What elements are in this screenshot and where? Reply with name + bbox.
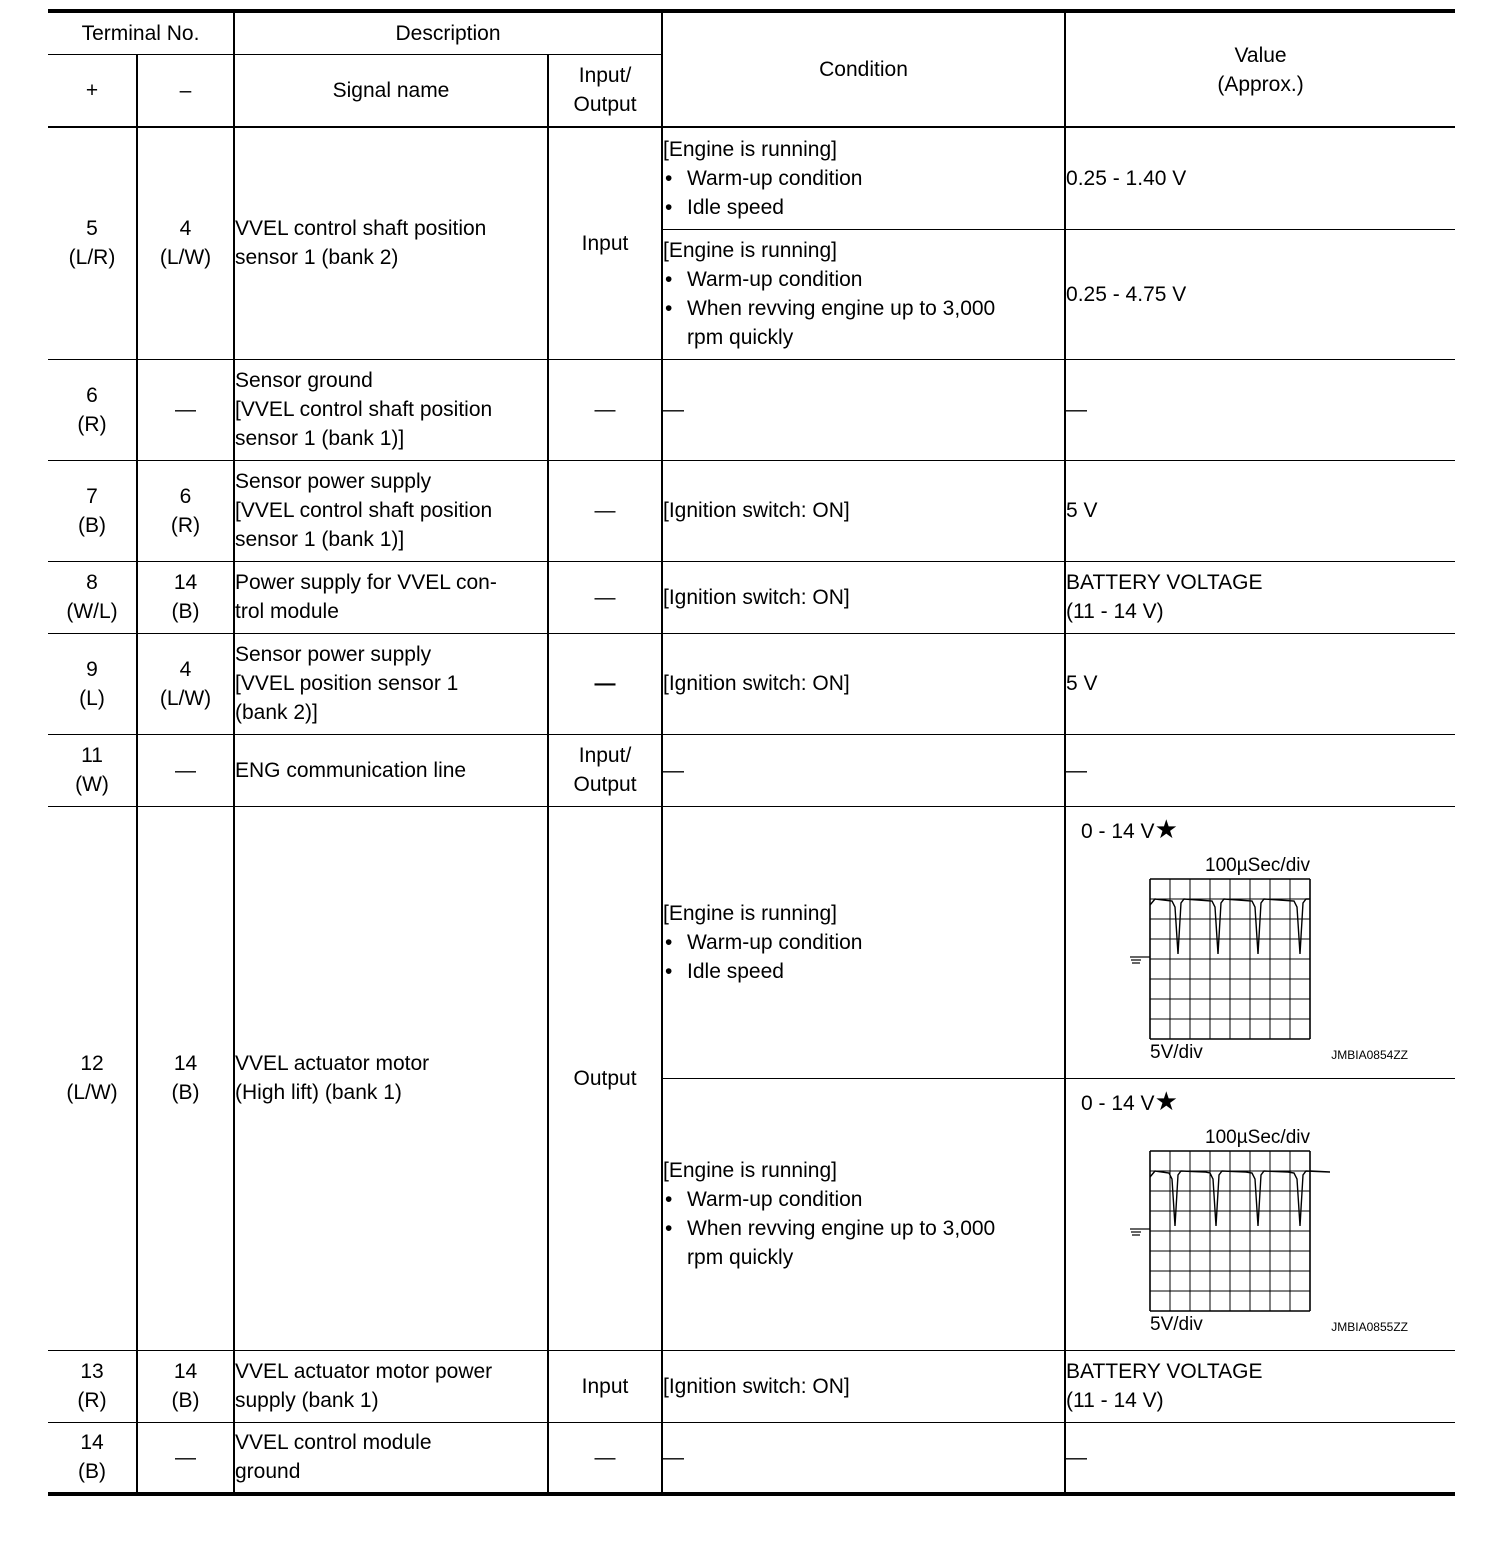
terminal-plus: 6 (R): [48, 359, 137, 460]
header-description: Description: [234, 11, 662, 54]
ground-icon: [1130, 957, 1150, 963]
header-minus: –: [137, 54, 234, 127]
time-div-label: 100µSec/div: [1205, 1126, 1311, 1148]
value: 0.25 - 4.75 V: [1065, 229, 1455, 359]
star-icon: ★: [1154, 813, 1178, 844]
value-waveform: [1065, 1078, 1455, 1350]
input-output: Output: [548, 806, 662, 1350]
signal-name: ENG communication line: [234, 734, 548, 806]
figure-code-label: JMBIA0855ZZ: [1331, 1319, 1409, 1334]
condition: [Ignition switch: ON]: [662, 460, 1065, 561]
value: 0.25 - 1.40 V: [1065, 127, 1455, 229]
oscilloscope-graph: [1066, 1079, 1454, 1349]
terminal-minus: 14 (B): [137, 1350, 234, 1422]
ground-icon: [1130, 1229, 1150, 1235]
waveform-panel: [1066, 807, 1455, 1077]
terminal-plus: 8 (W/L): [48, 561, 137, 633]
input-output: —: [548, 359, 662, 460]
input-output: Input/ Output: [548, 734, 662, 806]
header-plus: +: [48, 54, 137, 127]
terminal-minus: 14 (B): [137, 561, 234, 633]
terminal-plus: 7 (B): [48, 460, 137, 561]
input-output: Input: [548, 127, 662, 359]
value: 5 V: [1065, 460, 1455, 561]
input-output: —: [548, 1422, 662, 1494]
waveform-trace: [1150, 1171, 1330, 1226]
input-output: —: [548, 633, 662, 734]
waveform-panel: [1066, 1079, 1455, 1349]
waveform-value: 0 - 14 V★: [1081, 1085, 1178, 1116]
input-output: —: [548, 460, 662, 561]
header-terminal-no: Terminal No.: [48, 11, 234, 54]
signal-name: VVEL actuator motor (High lift) (bank 1): [234, 806, 548, 1350]
signal-name: Sensor ground [VVEL control shaft position sensor 1 (bank 1)]: [234, 359, 548, 460]
waveform-value: 0 - 14 V★: [1081, 813, 1178, 844]
input-output: —: [548, 561, 662, 633]
oscilloscope-graph: [1066, 807, 1454, 1077]
terminal-plus: 13 (R): [48, 1350, 137, 1422]
terminal-minus: 6 (R): [137, 460, 234, 561]
value: —: [1065, 1422, 1455, 1494]
condition: [Ignition switch: ON]: [662, 561, 1065, 633]
input-output: Input: [548, 1350, 662, 1422]
terminal-table: [48, 9, 1455, 1496]
terminal-plus: 14 (B): [78, 1431, 106, 1484]
terminal-plus: 5 (L/R): [48, 127, 137, 359]
terminal-minus: —: [137, 359, 234, 460]
signal-name: Sensor power supply [VVEL position sensor 1 (bank 2)]: [234, 633, 548, 734]
condition: —: [662, 734, 1065, 806]
condition: [Ignition switch: ON]: [662, 633, 1065, 734]
header-value: Value (Approx.): [1065, 11, 1455, 127]
volt-div-label: 5V/div: [1150, 1041, 1203, 1063]
signal-name: VVEL control shaft position sensor 1 (bank 2): [234, 127, 548, 359]
value: 5 V: [1065, 633, 1455, 734]
condition: [Engine is running] • Warm-up condition • Idle speed: [662, 806, 1065, 1078]
terminal-minus: 4 (L/W): [137, 127, 234, 359]
terminal-plus: 11 (W): [48, 734, 137, 806]
signal-name: VVEL actuator motor power supply (bank 1): [234, 1350, 548, 1422]
condition: [Engine is running] • Warm-up condition • Idle speed: [662, 127, 1065, 229]
value: —: [1065, 734, 1455, 806]
condition: [Ignition switch: ON]: [662, 1350, 1065, 1422]
terminal-plus: 9 (L): [48, 633, 137, 734]
terminal-minus: 4 (L/W): [137, 633, 234, 734]
time-div-label: 100µSec/div: [1205, 854, 1311, 876]
value: BATTERY VOLTAGE (11 - 14 V): [1065, 1350, 1455, 1422]
condition: [Engine is running] • Warm-up condition • When revving engine up to 3,000 rpm quickly: [662, 1078, 1065, 1350]
signal-name: Power supply for VVEL con- trol module: [234, 561, 548, 633]
value: —: [1065, 359, 1455, 460]
header-signal-name: Signal name: [234, 54, 548, 127]
terminal-plus: 12 (L/W): [48, 806, 137, 1350]
terminal-minus: 14 (B): [137, 806, 234, 1350]
figure-code-label: JMBIA0854ZZ: [1331, 1047, 1409, 1062]
condition: —: [662, 359, 1065, 460]
volt-div-label: 5V/div: [1150, 1313, 1203, 1335]
condition: [Engine is running] • Warm-up condition • When revving engine up to 3,000 rpm quickly: [662, 229, 1065, 359]
header-input-output: Input/ Output: [548, 54, 662, 127]
value: BATTERY VOLTAGE (11 - 14 V): [1065, 561, 1455, 633]
terminal-minus: —: [137, 1422, 234, 1494]
value-waveform: [1065, 806, 1455, 1078]
signal-name: VVEL control module ground: [234, 1422, 548, 1494]
terminal-minus: —: [137, 734, 234, 806]
condition: —: [662, 1422, 1065, 1494]
signal-name: Sensor power supply [VVEL control shaft position sensor 1 (bank 1)]: [234, 460, 548, 561]
star-icon: ★: [1154, 1085, 1178, 1116]
header-condition: Condition: [662, 11, 1065, 127]
